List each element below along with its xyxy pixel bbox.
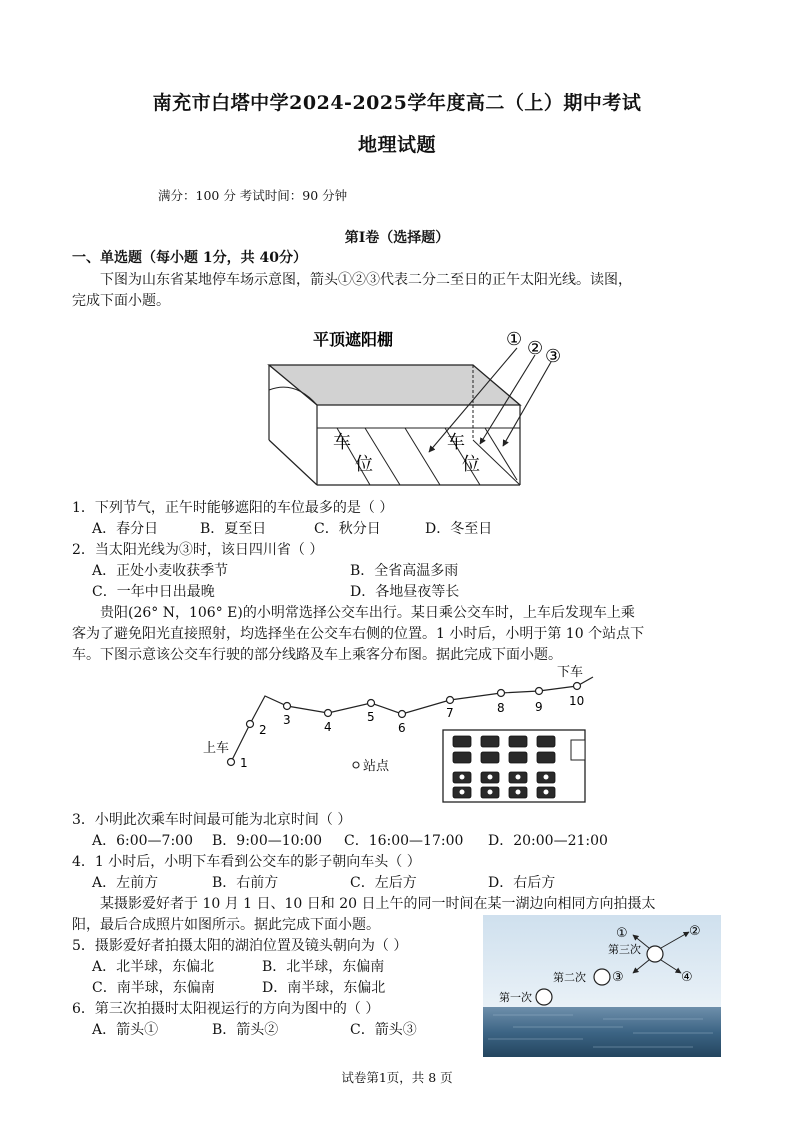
station-6 <box>399 711 406 718</box>
q3-stem: 3．小明此次乘车时间最可能为北京时间（ ） <box>72 812 352 828</box>
slot-label: 车 <box>333 432 351 453</box>
slot-label: 车 <box>447 432 465 453</box>
slot-label: 位 <box>355 454 373 475</box>
sun-second <box>594 969 610 985</box>
passage3-line2: 阳，最后合成照片如图所示。据此完成下面小题。 <box>72 917 380 933</box>
q1-option-b[interactable]: B．夏至日 <box>200 521 267 537</box>
q5-option-a[interactable]: A．北半球，东偏北 <box>92 959 215 975</box>
exam-title: 南充市白塔中学2024-2025学年度高二（上）期中考试 <box>152 92 642 114</box>
station-3 <box>284 703 291 710</box>
passenger <box>544 790 549 795</box>
q1-option-a[interactable]: A．春分日 <box>92 521 159 537</box>
q4-option-d[interactable]: D．右后方 <box>488 875 556 891</box>
passage2-line3: 车。下图示意该公交车行驶的部分线路及车上乘客分布图。据此完成下面小题。 <box>72 647 562 663</box>
seat <box>509 752 527 763</box>
q3-option-c[interactable]: C．16:00—17:00 <box>344 833 464 849</box>
sun-third <box>647 946 663 962</box>
bus-front <box>571 740 585 760</box>
q6-option-b[interactable]: B．箭头② <box>212 1022 279 1038</box>
slot-line <box>405 428 440 485</box>
arrow-label-4: ④ <box>681 970 693 985</box>
q3-option-d[interactable]: D．20:00—21:00 <box>488 833 608 849</box>
q6-option-a[interactable]: A．箭头① <box>92 1022 159 1038</box>
seat <box>537 736 555 747</box>
part-title: 第Ⅰ卷（选择题） <box>344 230 450 246</box>
seat <box>481 752 499 763</box>
ray-label-2: ② <box>527 338 544 359</box>
exam-meta: 满分：100 分 考试时间：90 分钟 <box>158 188 348 203</box>
board-label: 上车 <box>203 741 230 756</box>
q4-option-a[interactable]: A．左前方 <box>92 875 159 891</box>
passage2-line1: 贵阳(26° N，106° E)的小明常选择公交车出行。某日乘公交车时，上车后发现车上乘 <box>100 605 635 621</box>
station-label: 5 <box>367 710 375 724</box>
q5-option-d[interactable]: D．南半球，东偏北 <box>262 980 386 996</box>
q2-option-c[interactable]: C．一年中日出最晚 <box>92 584 215 600</box>
passenger <box>516 775 521 780</box>
q3-option-a[interactable]: A．6:00—7:00 <box>92 833 193 849</box>
q4-option-c[interactable]: C．左后方 <box>350 875 417 891</box>
station-10 <box>574 683 581 690</box>
q5-option-c[interactable]: C．南半球，东偏南 <box>92 980 215 996</box>
station-1 <box>228 759 235 766</box>
arrow-label-2: ② <box>689 924 701 939</box>
lake-sun-figure <box>483 915 721 1057</box>
seat <box>509 736 527 747</box>
q4-option-b[interactable]: B．右前方 <box>212 875 279 891</box>
passage3-line1: 某摄影爱好者于 10 月 1 日、10 日和 20 日上午的同一时间在某一湖边向相同方向拍摄太 <box>100 896 656 912</box>
seat <box>481 736 499 747</box>
passenger <box>488 790 493 795</box>
q2-stem: 2．当太阳光线为③时，该日四川省（ ） <box>72 542 324 558</box>
seat <box>537 752 555 763</box>
box-edge <box>269 440 317 485</box>
arrow-label-3: ③ <box>612 970 624 985</box>
arrow-label-1: ① <box>616 926 628 941</box>
parking-shade-figure <box>255 320 575 495</box>
station-label: 6 <box>398 721 406 735</box>
section-title: 一、单选题（每小题 1分，共 40分） <box>72 250 307 266</box>
legend-station-label: 站点 <box>363 759 390 774</box>
passenger <box>488 775 493 780</box>
legend-station-marker <box>353 762 359 768</box>
passenger <box>460 775 465 780</box>
q1-stem: 1．下列节气，正午时能够遮阳的车位最多的是（ ） <box>72 500 394 516</box>
q2-option-b[interactable]: B．全省高温多雨 <box>350 563 459 579</box>
label-second: 第二次 <box>553 971 586 984</box>
q1-option-c[interactable]: C．秋分日 <box>314 521 381 537</box>
q2-option-a[interactable]: A．正处小麦收获季节 <box>92 563 229 579</box>
station-2 <box>247 721 254 728</box>
alight-label: 下车 <box>557 665 584 680</box>
seat <box>453 736 471 747</box>
station-8 <box>498 690 505 697</box>
page-footer: 试卷第1页，共 8 页 <box>341 1070 453 1085</box>
q1-option-d[interactable]: D．冬至日 <box>425 521 493 537</box>
slot-label: 位 <box>462 454 480 475</box>
slot-line <box>485 428 517 480</box>
sun-first <box>536 989 552 1005</box>
q4-stem: 4．1 小时后，小明下车看到公交车的影子朝向车头（ ） <box>72 854 421 870</box>
q6-option-c[interactable]: C．箭头③ <box>350 1022 417 1038</box>
station-label: 3 <box>283 713 291 727</box>
passage1-line1: 下图为山东省某地停车场示意图，箭头①②③代表二分二至日的正午太阳光线。读图， <box>100 272 632 288</box>
passage2-line2: 客为了避免阳光直接照射，均选择坐在公交车右侧的位置。1 小时后，小明于第 10 个站点下 <box>72 626 645 642</box>
q6-stem: 6．第三次拍摄时太阳视运行的方向为图中的（ ） <box>72 1001 380 1017</box>
q2-option-d[interactable]: D．各地昼夜等长 <box>350 584 460 600</box>
q5-stem: 5．摄影爱好者拍摄太阳的湖泊位置及镜头朝向为（ ） <box>72 938 408 954</box>
station-9 <box>536 688 543 695</box>
station-7 <box>447 697 454 704</box>
shade-roof <box>269 365 520 405</box>
station-label: 4 <box>324 720 332 734</box>
lake-water <box>483 1007 721 1057</box>
station-label: 8 <box>497 701 505 715</box>
station-label: 1 <box>240 756 248 770</box>
q5-option-b[interactable]: B．北半球，东偏南 <box>262 959 385 975</box>
exam-subject: 地理试题 <box>357 134 436 156</box>
figure1-title: 平顶遮阳棚 <box>313 330 394 349</box>
seat <box>453 752 471 763</box>
passenger <box>516 790 521 795</box>
station-5 <box>368 700 375 707</box>
ray-label-1: ① <box>506 329 523 350</box>
ray-label-3: ③ <box>545 346 562 367</box>
q3-option-b[interactable]: B．9:00—10:00 <box>212 833 323 849</box>
passenger <box>544 775 549 780</box>
passenger <box>460 790 465 795</box>
station-label: 9 <box>535 700 543 714</box>
passage1-line2: 完成下面小题。 <box>72 293 170 309</box>
station-label: 10 <box>569 694 585 708</box>
label-third: 第三次 <box>608 943 641 956</box>
label-first: 第一次 <box>499 991 532 1004</box>
bus-route-figure <box>195 662 615 807</box>
station-label: 7 <box>446 706 454 720</box>
station-4 <box>325 710 332 717</box>
station-label: 2 <box>259 723 267 737</box>
